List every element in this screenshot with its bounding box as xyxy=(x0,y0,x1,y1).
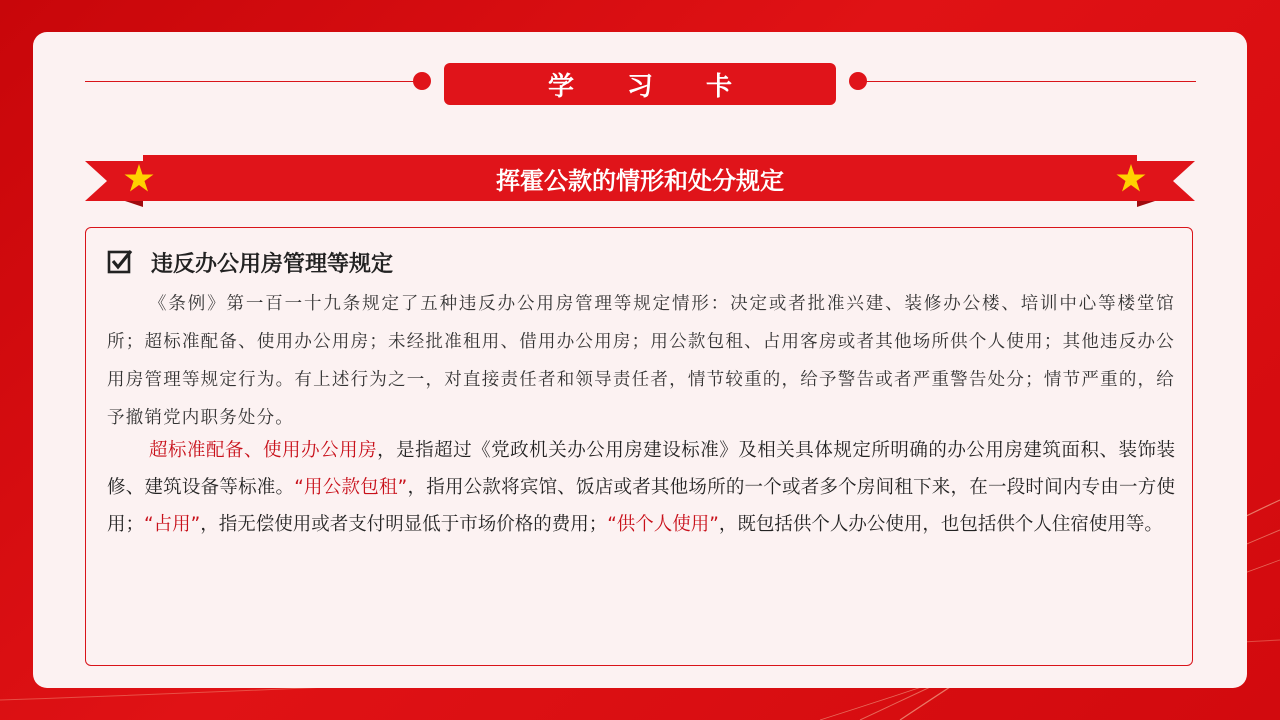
checked-box-icon xyxy=(107,249,133,275)
title-divider-left xyxy=(85,81,415,82)
paragraph-definitions xyxy=(107,432,1175,543)
title-dot-left xyxy=(413,72,431,90)
page-title: 学 习 卡 xyxy=(444,63,836,105)
ribbon-title: 挥霍公款的情形和处分规定 xyxy=(496,166,784,195)
paragraph-text: ，指无偿使用或者支付明显低于市场价格的费用； xyxy=(200,514,608,535)
section-title: 违反办公用房管理等规定 xyxy=(151,250,394,277)
section-header xyxy=(107,245,393,279)
highlight-term: 超标准配备、使用办公用房 xyxy=(149,440,378,461)
title-divider-right xyxy=(866,81,1196,82)
paragraph-text: ，指用公款将宾馆、饭店或者其他场所的一个或者多个房间租下来，在一段时间内专由一方使用； xyxy=(107,477,1175,535)
paragraph-regulation: 《条例》第一百一十九条规定了五种违反办公用房管理等规定情形：决定或者批准兴建、装修办公楼、培训中心等楼堂馆所；超标准配备、使用办公用房；未经批准租用、借用办公用房；用公款包租、占用客房或者其他场所供个人使用；其他违反办公用房管理等规定行为。有上述行为之一，对直接责任者和领导责任者，情节较重的，给予警告或者严重警告处分；情节严重的，给予撤销党内职务处分。 xyxy=(107,294,1175,428)
title-dot-right xyxy=(849,72,867,90)
highlight-term: “供个人使用” xyxy=(607,514,719,535)
paragraph-text: ，是指超过《党政机关办公用房建设标准》及相关具体规定所明确的办公用房建筑面积、装饰装修、建筑设备等标准。 xyxy=(107,440,1175,498)
highlight-term: “用公款包租” xyxy=(294,477,408,498)
highlight-term: “占用” xyxy=(144,514,201,535)
paragraph-text: ，既包括供个人办公使用，也包括供个人住宿使用等。 xyxy=(718,514,1163,535)
